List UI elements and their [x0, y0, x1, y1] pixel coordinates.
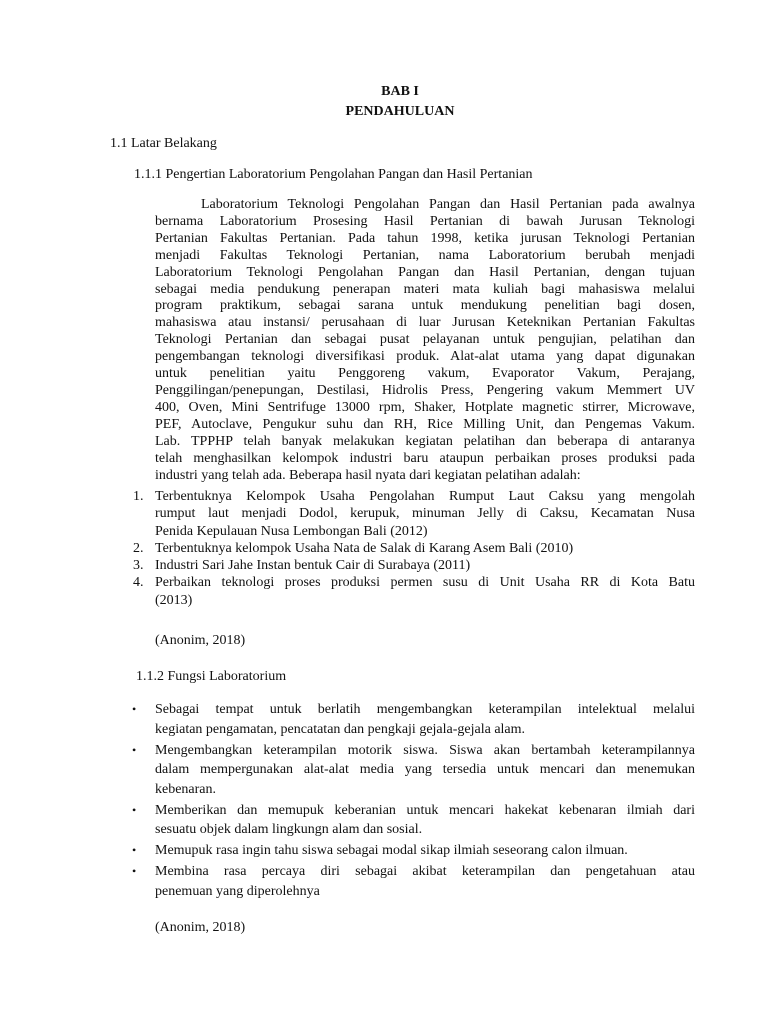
paragraph-line: menjadi Fakultas Teknologi Pertanian, nama Laboratorium berubah menjadi: [155, 247, 695, 263]
list-item-text: rumput laut menjadi Dodol, kerupuk, minuman Jelly di Caksu, Kecamatan Nusa: [155, 506, 695, 522]
section-heading-1-1: 1.1 Latar Belakang: [110, 136, 217, 151]
list-number: 2.: [133, 540, 144, 556]
paragraph-line: Laboratorium Teknologi Pengolahan Pangan dan Hasil Pertanian, dengan tujuan: [155, 264, 695, 280]
paragraph-line: telah menghasilkan kelompok industri baru ataupun perbaikan proses produksi pada: [155, 450, 695, 466]
paragraph-line: Teknologi Pertanian dan sebagai pusat pelayanan untuk pengujian, pelatihan dan: [155, 332, 695, 348]
numbered-list: [133, 488, 695, 609]
paragraph-line: pengembangan teknologi diversifikasi produk. Alat-alat utama yang dapat digunakan: [155, 349, 695, 365]
paragraph-line: Pertanian Fakultas Pertanian. Pada tahun 1998, ketika jurusan Teknologi Pertanian: [155, 230, 695, 246]
list-item-text: Memupuk rasa ingin tahu siswa sebagai modal sikap ilmiah seseorang calon ilmuan.: [155, 843, 628, 858]
paragraph-line: PEF, Autoclave, Pengukur suhu dan RH, Rice Milling Unit, dan Pengemas Vakum.: [155, 416, 695, 432]
paragraph-line: program praktikum, sebagai sarana untuk mendukung penelitian bagi dosen,: [155, 298, 695, 314]
list-item-text: Perbaikan teknologi proses produksi permen susu di Unit Usaha RR di Kota Batu: [155, 575, 695, 591]
body-paragraph: [155, 197, 695, 484]
bullet-icon: •: [132, 864, 137, 878]
bullet-icon: •: [132, 702, 137, 716]
list-item-text: Mengembangkan keterampilan motorik siswa. Siswa akan bertambah keterampilannya: [155, 742, 695, 758]
paragraph-line: Penggilingan/penepungan, Destilasi, Hidrolis Press, Pengering vakum Memmert UV: [155, 382, 695, 398]
list-item-text: Sebagai tempat untuk berlatih mengembangkan keterampilan intelektual melalui: [155, 702, 695, 717]
list-item: [130, 700, 695, 739]
list-item-text: dalam mempergunakan alat-alat media yang tersedia untuk mencari dan menemukan: [155, 762, 695, 777]
paragraph-line: untuk penelitian yaitu Penggoreng vakum, Evaporator Vakum, Perajang,: [155, 366, 695, 382]
list-item-text: sesuatu objek dalam lingkungn alam dan sosial.: [155, 822, 423, 837]
chapter-number: BAB I: [381, 84, 419, 99]
list-item-text: Membina rasa percaya diri sebagai akibat keterampilan dan pengetahuan atau: [155, 864, 695, 879]
bullet-icon: •: [132, 802, 137, 817]
list-item-text: Terbentuknya kelompok Usaha Nata de Salak di Karang Asem Bali (2010): [155, 540, 574, 556]
bullet-icon: •: [132, 742, 137, 757]
list-item-text: penemuan yang diperolehnya: [155, 883, 320, 899]
list-item: [130, 841, 695, 861]
list-item-text: kebenaran.: [155, 781, 217, 797]
list-item-text: Penida Kepulauan Nusa Lembongan Bali (2012): [155, 523, 428, 539]
list-item: [133, 488, 695, 540]
paragraph-line: Lab. TPPHP telah banyak melakukan kegiatan pelatihan dan beberapa di antaranya: [155, 433, 695, 449]
list-item-text: (2013): [155, 592, 193, 608]
citation: (Anonim, 2018): [155, 920, 246, 935]
paragraph-line: industri yang telah ada. Beberapa hasil nyata dari kegiatan pelatihan adalah:: [155, 467, 581, 483]
list-number: 3.: [133, 558, 144, 574]
list-number: 1.: [133, 489, 144, 504]
paragraph-line: bernama Laboratorium Prosesing Hasil Pertanian di bawah Jurusan Teknologi: [155, 213, 695, 229]
list-number: 4.: [133, 575, 144, 591]
section-heading-1-1-1: 1.1.1 Pengertian Laboratorium Pengolahan Pangan dan Hasil Pertanian: [134, 167, 533, 182]
section-heading-1-1-2: 1.1.2 Fungsi Laboratorium: [136, 669, 287, 684]
list-item: [130, 862, 695, 901]
list-item: [133, 540, 695, 557]
paragraph-line: mahasiswa atau instansi/ perusahaan di luar Jurusan Keteknikan Pertanian Fakultas: [155, 315, 695, 331]
list-item-text: Memberikan dan memupuk keberanian untuk mencari hakekat kebenaran ilmiah dari: [155, 802, 695, 818]
list-item: [130, 741, 695, 800]
list-item-text: Terbentuknya Kelompok Usaha Pengolahan Rumput Laut Caksu yang mengolah: [155, 489, 695, 504]
chapter-title: PENDAHULUAN: [345, 104, 455, 119]
list-item-text: kegiatan pengamatan, pencatatan dan pengkaji gejala-gejala alam.: [155, 721, 526, 737]
citation: (Anonim, 2018): [155, 633, 246, 648]
bullet-list: [130, 700, 695, 903]
paragraph-line: 400, Oven, Mini Sentrifuge 13000 rpm, Shaker, Hotplate magnetic stirrer, Microwave,: [155, 399, 695, 415]
list-item: [133, 574, 695, 609]
list-item: [133, 557, 695, 574]
paragraph-line: sebagai media pendukung penerapan materi mata kuliah bagi mahasiswa melalui: [155, 281, 695, 297]
list-item-text: Industri Sari Jahe Instan bentuk Cair di Surabaya (2011): [155, 558, 471, 574]
bullet-icon: •: [132, 843, 137, 857]
paragraph-line: Laboratorium Teknologi Pengolahan Pangan dan Hasil Pertanian pada awalnya: [201, 197, 695, 212]
list-item: [130, 801, 695, 840]
